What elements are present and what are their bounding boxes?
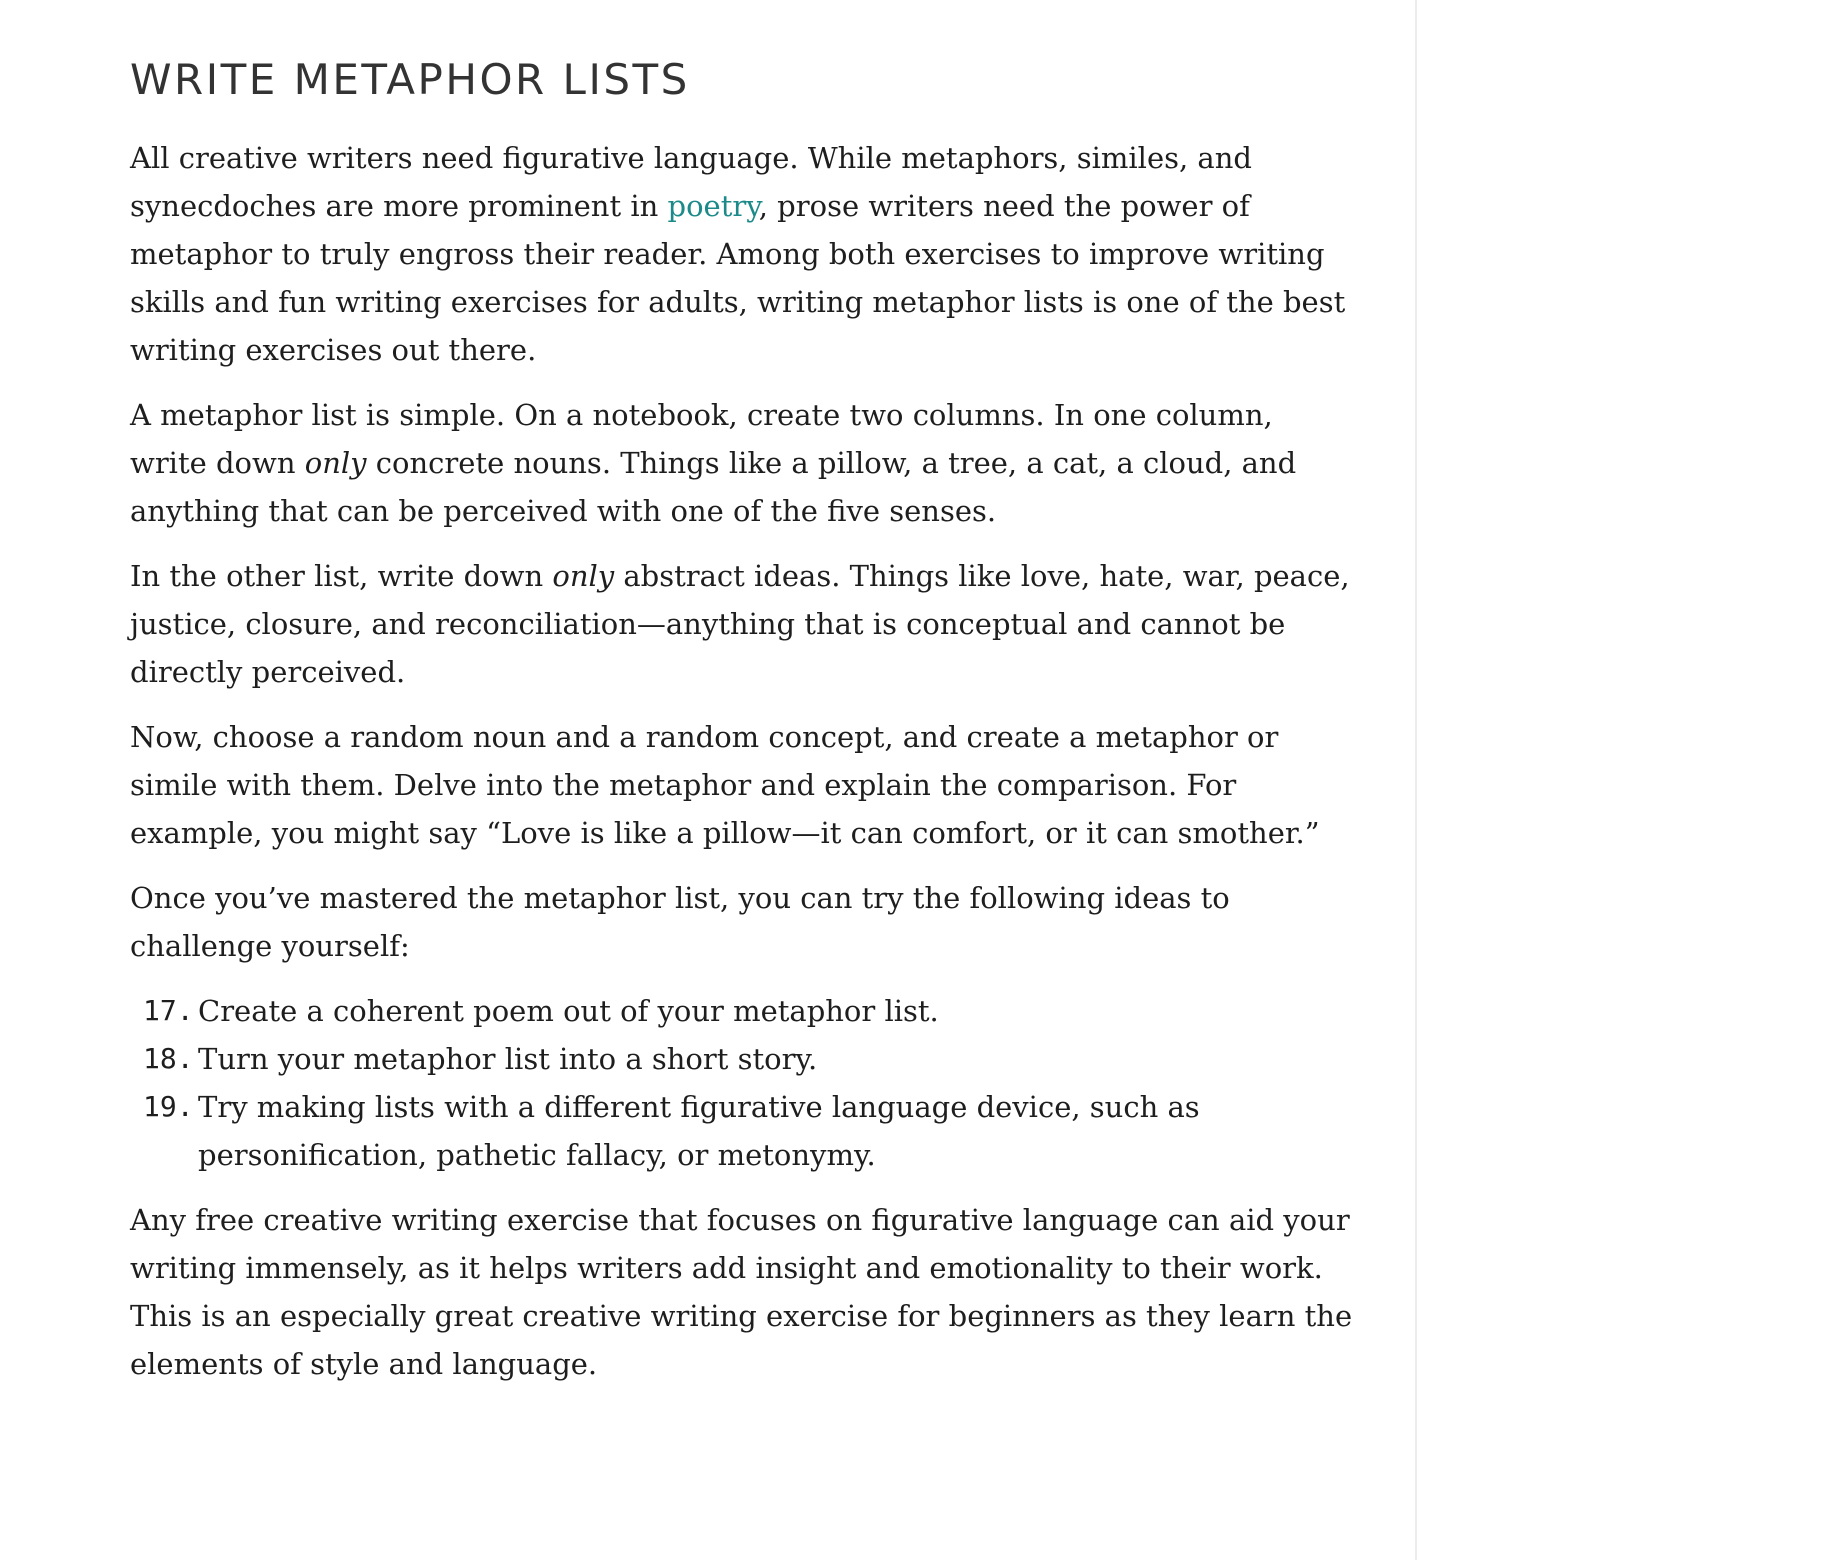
paragraph-text: All creative writers need figurative language. While metaphors, similes, and synecdoches are more prominent in	[130, 141, 1252, 223]
list-item-text: Create a coherent poem out of your metaphor list.	[198, 994, 939, 1028]
list-item-number: 19.	[143, 1090, 194, 1123]
emphasis-only: only	[304, 446, 367, 480]
section-heading: WRITE METAPHOR LISTS	[130, 55, 690, 104]
list-item-text: Try making lists with a different figurative language device, such as personification, pathetic fallacy, or metonymy.	[198, 1090, 1200, 1172]
list-item	[130, 1083, 1355, 1179]
emphasis-only: only	[552, 559, 615, 593]
paragraph-text: In the other list, write down	[130, 559, 553, 593]
paragraph-abstract-list	[130, 552, 1355, 696]
paragraph-text: abstract ideas. Things like love, hate, war, peace, justice, closure, and reconciliation—anything that is conceptual and cannot be directly perceived.	[130, 559, 1350, 689]
list-item	[130, 987, 1355, 1035]
challenge-list	[130, 987, 1355, 1179]
paragraph-text: , prose writers need the power of metaphor to truly engross their reader. Among both exercises to improve writing skills and fun writing exercises for adults, writing metaphor lists is one of the best writing exercises out there.	[130, 189, 1346, 367]
sidebar-divider	[1415, 0, 1417, 1560]
list-item	[130, 1035, 1355, 1083]
paragraph-text: A metaphor list is simple. On a notebook, create two columns. In one column, write down	[130, 398, 1273, 480]
list-item-number: 18.	[143, 1042, 194, 1075]
paragraph-example: Now, choose a random noun and a random concept, and create a metaphor or simile with them. Delve into the metaphor and explain the comparison. For example, you might say “Love is like a pillow—it can comfort, or it can smother.”	[130, 720, 1320, 850]
paragraph-challenge: Once you’ve mastered the metaphor list, you can try the following ideas to challenge yourself:	[130, 881, 1230, 963]
paragraph-intro	[130, 134, 1355, 374]
paragraph-conclusion: Any free creative writing exercise that focuses on figurative language can aid your writing immensely, as it helps writers add insight and emotionality to their work. This is an especially great creative writing exercise for beginners as they learn the elements of style and language.	[130, 1203, 1353, 1381]
list-item-text: Turn your metaphor list into a short story.	[198, 1042, 818, 1076]
poetry-link[interactable]: poetry	[667, 189, 759, 223]
paragraph-metaphor-list	[130, 391, 1355, 535]
paragraph-text: concrete nouns. Things like a pillow, a tree, a cat, a cloud, and anything that can be perceived with one of the five senses.	[130, 446, 1297, 528]
article-body	[130, 52, 1355, 1405]
list-item-number: 17.	[143, 994, 194, 1027]
